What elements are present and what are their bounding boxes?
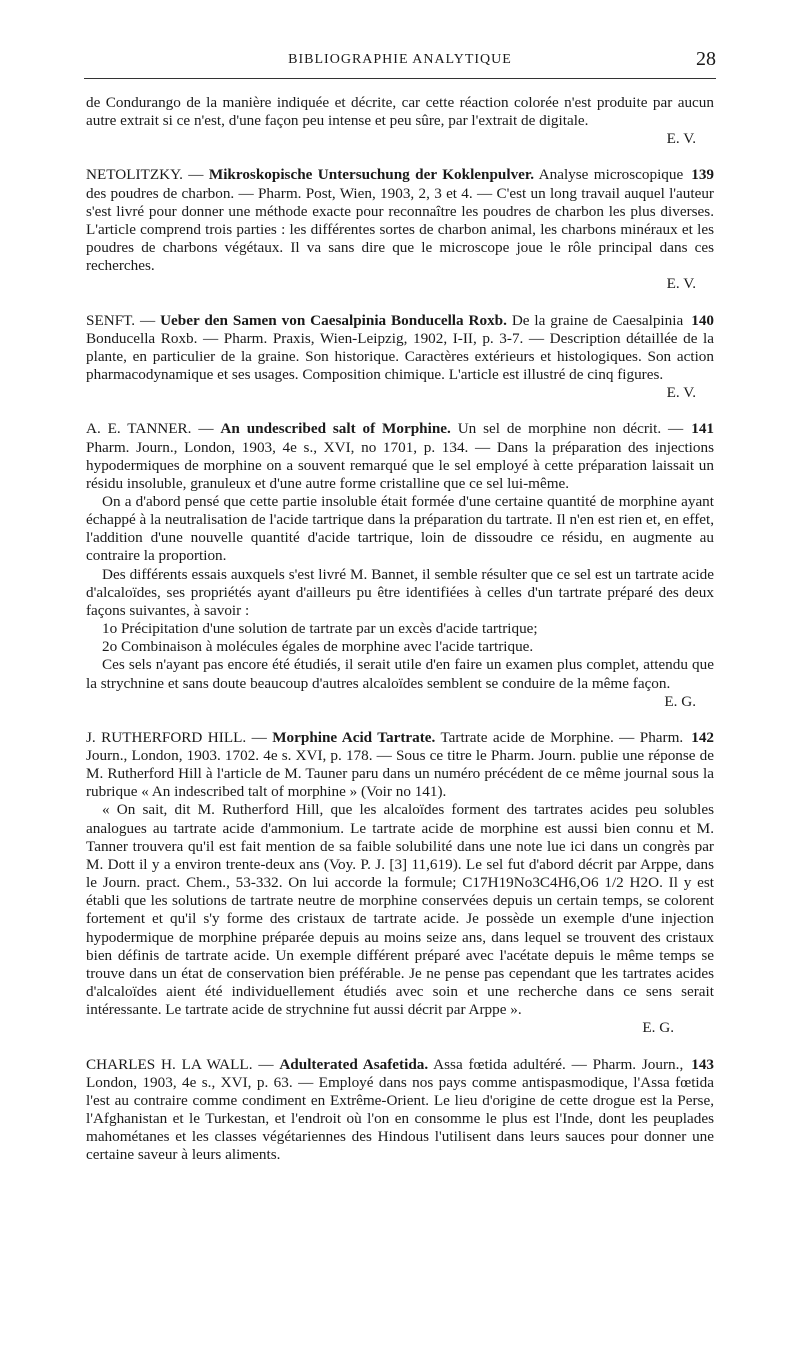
entry-body: De la graine de Caesalpinia Bonducella Roxb. — Pharm. Praxis, Wien-Leipzig, 1902, I-II, p. 3-7. — Description détaillée de la plante, en particulier de la graine. Son historique. Caractères extérieurs et histologiques. Son action pharmacodynamique et ses usages. Composition chimique. L'article est illustré de cinq figures. bbox=[86, 311, 714, 384]
page-number: 28 bbox=[696, 48, 716, 70]
entry-body: Tartrate acide de Morphine. — Pharm. Journ., London, 1903. 1702. 4e s. XVI, p. 178. — Sous ce titre le Pharm. Journ. publie une réponse de M. Rutherford Hill à l'article de M. Tauner paru dans un numéro précédent de ce même journal sous la rubrique « An indescribed talt of morphine » (Voir no 141). bbox=[86, 728, 714, 801]
entry-title: Morphine Acid Tartrate. bbox=[272, 728, 436, 746]
entry-author: SENFT. — bbox=[86, 311, 156, 329]
entry-title: Mikroskopische Untersuchung der Koklenpulver. bbox=[208, 166, 535, 184]
entry-number: 142 bbox=[691, 728, 714, 746]
entry-signature: E. G. bbox=[642, 1019, 674, 1037]
entry-author: NETOLITZKY. — bbox=[86, 166, 204, 184]
entry-paragraph: Ces sels n'ayant pas encore été étudiés, il serait utile d'en faire un examen plus complet, attendu que la strychnine et sans doute beaucoup d'autres alcaloïdes semblent se conduire de la même façon. bbox=[86, 656, 714, 692]
entry-143 bbox=[86, 1056, 714, 1165]
entry-title: An undescribed salt of Morphine. bbox=[220, 420, 451, 438]
entry-number: 139 bbox=[691, 166, 714, 184]
entry-139 bbox=[86, 166, 714, 293]
entry-list-item: 1o Précipitation d'une solution de tartrate par un excès d'acide tartrique; bbox=[102, 620, 538, 638]
intro-paragraph: de Condurango de la manière indiquée et décrite, car cette réaction colorée n'est produite par aucun autre extrait si ce n'est, d'une façon peu intense et peu sûre, par l'extrait de digitale. bbox=[86, 94, 714, 130]
running-title: BIBLIOGRAPHIE ANALYTIQUE bbox=[288, 52, 512, 67]
entry-title: Ueber den Samen von Caesalpinia Bonducella Roxb. bbox=[160, 311, 507, 329]
entry-author: A. E. TANNER. — bbox=[86, 420, 214, 438]
entry-title: Adulterated Asafetida. bbox=[279, 1055, 429, 1073]
entry-number: 143 bbox=[691, 1055, 714, 1073]
entry-body: Assa fœtida adultéré. — Pharm. Journ., London, 1903, 4e s., XVI, p. 63. — Employé dans nos pays comme antispasmodique, l'Assa fœtida l'est au contraire comme condiment en Extrême-Orient. Le lieu d'origine de cette drogue est la Perse, l'Afghanistan et le Turkestan, et l'endroit où l'on en consomme le plus est l'Inde, dont les peuplades mahométanes et les classes végétariennes des Hindous l'utilisent dans leurs sauces pour donner une certaine saveur à leurs aliments. bbox=[86, 1055, 714, 1164]
entry-signature: E. G. bbox=[664, 692, 696, 710]
entry-author: J. RUTHERFORD HILL. — bbox=[86, 728, 267, 746]
entry-body: Analyse microscopique des poudres de charbon. — Pharm. Post, Wien, 1903, 2, 3 et 4. — C'est un long travail auquel l'auteur s'est livré pour donner une méthode exacte pour reconnaître les poudres de charbon les plus diverses. L'article comprend trois parties : les différentes sortes de charbon animal, les charbons minéraux et les poudres de charbons végétaux. Il va sans dire que le microscope joue le rôle principal dans ces recherches. bbox=[86, 166, 714, 275]
intro-signature: E. V. bbox=[666, 130, 696, 148]
entry-signature: E. V. bbox=[666, 384, 696, 402]
entry-signature: E. V. bbox=[666, 275, 696, 293]
entry-author: CHARLES H. LA WALL. — bbox=[86, 1055, 274, 1073]
entry-number: 140 bbox=[691, 311, 714, 329]
entry-140 bbox=[86, 312, 714, 403]
entry-paragraph: On a d'abord pensé que cette partie insoluble était formée d'une certaine quantité de morphine ayant échappé à la neutralisation de l'acide tartrique dans la préparation du tartrate. Il n'en est rien et, en effet, l'addition d'une nouvelle quantité d'acide tartrique, loin de dissoudre ce résidu, en augmente au contraire la proportion. bbox=[86, 492, 715, 565]
entry-paragraph: « On sait, dit M. Rutherford Hill, que les alcaloïdes forment des tartrates acides peu solubles analogues au tartrate acide d'ammonium. Le tartrate acide de morphine est aussi bien connu et M. Tanner trouvera qu'il est fait mention de sa faible solubilité dans une note lue ici dans un congrès par M. Dott il y a environ trente-deux ans (Voy. P. J. [3] 11,619). Le sel fut d'abord décrit par Arppe, dans le Journ. pract. Chem., 53-332. On lui accorde la formule; C17H19No3C4H6,O6 1/2 H2O. Il y est établi que les solutions de tartrate neutre de morphine conservées depuis un certain temps, se colorent fortement et qu'il s'y forme des cristaux de tartrate acide. Je possède un exemple d'une injection hypodermique de morphine préparée depuis au moins seize ans, dans lequel se trouvent des cristaux bien définis de tartrate acide. Un exemple différent préparé avec l'acétate depuis le même temps se trouve dans un état de conservation bien préférable. Je ne pense pas cependant que les tartrates acides d'alcaloïdes aient été individuellement étudiés avec soin et une recherche dans ce sens serait intéressante. Le tartrate acide de strychnine fut aussi décrit par Arppe ». bbox=[86, 801, 714, 1019]
entry-list-item: 2o Combinaison à molécules égales de morphine avec l'acide tartrique. bbox=[102, 638, 534, 656]
entry-142 bbox=[86, 729, 714, 1038]
entry-body: Un sel de morphine non décrit. — Pharm. Journ., London, 1903, 4e s., XVI, no 1701, p. 134. — Dans la préparation des injections hypodermiques de morphine on a souvent remarqué que le sel employé à cette préparation laissait un résidu insoluble, granuleux et d'une autre forme cristalline que ce sel lui-même. bbox=[86, 420, 714, 492]
page-body bbox=[86, 94, 714, 1164]
entry-paragraph: Des différents essais auxquels s'est livré M. Bannet, il semble résulter que ce sel est un tartrate acide d'alcaloïdes, ses propriétés ayant d'ailleurs pu être identifiées à celles d'un tartrate préparé des deux façons suivantes, à savoir : bbox=[86, 565, 714, 619]
page-header bbox=[84, 48, 716, 79]
entry-141 bbox=[86, 420, 714, 711]
entry-number: 141 bbox=[691, 420, 714, 438]
